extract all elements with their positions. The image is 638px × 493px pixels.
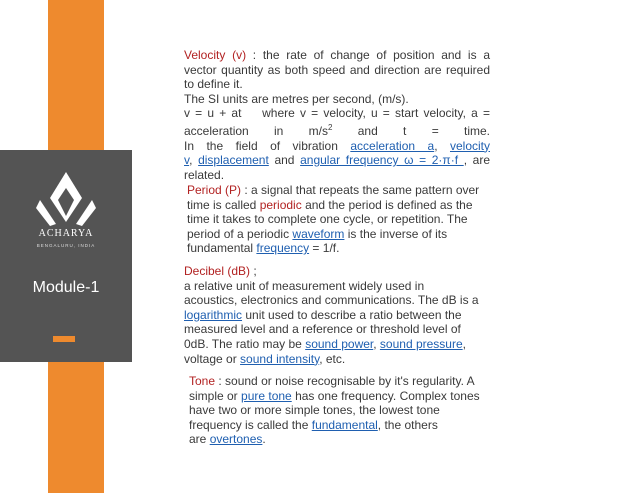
velocity-exponent: 2 [327, 122, 333, 132]
logo-name: ACHARYA [38, 228, 94, 239]
velocity-line2: vector quantity as both speed and direction are required [184, 62, 490, 77]
link-acceleration[interactable]: acceleration a [350, 138, 435, 153]
velocity-line4: The SI units are metres per second, (m/s). [184, 91, 409, 106]
period-line4: period of a periodic [187, 226, 293, 241]
decibel-line6: voltage or [184, 351, 241, 366]
velocity-and: and [268, 153, 301, 168]
velocity-line6b: and t = time. [332, 123, 491, 138]
decibel-semicolon: ; [250, 264, 257, 278]
velocity-line6: acceleration in m/s [184, 123, 328, 138]
period-paragraph [187, 183, 492, 256]
period-line3: time it takes to complete one cycle, or repetition. The [187, 212, 468, 227]
link-sound-power[interactable]: sound power [305, 336, 374, 351]
velocity-line1: : the rate of change of position and is a [252, 48, 490, 62]
period-term: Period (P) [187, 183, 242, 197]
velocity-line3: to define it. [184, 77, 243, 92]
velocity-line5: v = u + at where v = velocity, u = start velocity, a = [184, 106, 490, 121]
decibel-line6b: , etc. [319, 351, 346, 366]
tone-line1: : sound or noise recognisable by it's regularity. A [215, 374, 475, 388]
link-sound-intensity[interactable]: sound intensity [240, 351, 320, 366]
decibel-comma2: , [462, 336, 466, 351]
period-line4b: is the inverse of its [344, 226, 448, 241]
decibel-paragraph [184, 264, 490, 366]
tone-line4: frequency is called the [189, 417, 312, 432]
tone-line4b: , the others [377, 417, 438, 432]
link-fundamental[interactable]: fundamental [311, 417, 378, 432]
tone-paragraph [189, 374, 489, 447]
link-waveform[interactable]: waveform [292, 226, 345, 241]
link-pure-tone[interactable]: pure tone [241, 388, 292, 403]
period-line5b: = 1/f. [309, 241, 340, 256]
velocity-are: , are [463, 153, 491, 168]
velocity-line9: related. [184, 167, 225, 182]
tone-line2: simple or [189, 388, 242, 403]
link-angular-frequency[interactable]: angular frequency ω = 2·π·f [300, 153, 464, 168]
decibel-comma: , [373, 336, 380, 351]
logo-subtitle: BENGALURU, INDIA [36, 243, 96, 248]
periodic-term: periodic [259, 197, 302, 212]
module-label: Module-1 [32, 279, 100, 296]
link-frequency[interactable]: frequency [256, 241, 310, 256]
link-logarithmic[interactable]: logarithmic [184, 307, 243, 322]
tone-line5b: . [262, 432, 266, 447]
decibel-line2: acoustics, electronics and communications. The dB is a [184, 293, 479, 308]
decibel-line1: a relative unit of measurement widely used in [184, 278, 425, 293]
decibel-line5: 0dB. The ratio may be [184, 336, 306, 351]
period-line2b: and the period is defined as the [301, 197, 473, 212]
link-overtones[interactable]: overtones [209, 432, 263, 447]
link-sound-pressure[interactable]: sound pressure [379, 336, 463, 351]
acharya-logo-icon [30, 168, 102, 254]
period-line5: fundamental [187, 241, 257, 256]
tone-line3: have two or more simple tones, the lowest tone [189, 403, 440, 418]
decibel-line4: measured level and a reference or threshold level of [184, 322, 461, 337]
decibel-line3: unit used to describe a ratio between the [242, 307, 462, 322]
period-line1: : a signal that repeats the same pattern over [241, 183, 480, 197]
velocity-term: Velocity (v) [184, 48, 247, 62]
tone-line5: are [189, 432, 210, 447]
link-velocity-b[interactable]: v [184, 153, 190, 168]
tone-line2b: has one frequency. Complex tones [291, 388, 480, 403]
decibel-term: Decibel (dB) [184, 264, 251, 278]
velocity-line7: In the field of vibration [184, 138, 351, 153]
tone-term: Tone [189, 374, 216, 388]
period-line2: time is called [187, 197, 260, 212]
accent-dash [53, 336, 75, 342]
link-displacement[interactable]: displacement [198, 153, 269, 168]
link-velocity-a[interactable]: velocity [449, 138, 490, 153]
velocity-paragraph: Velocity (v) : the rate of change of position and is a vector quantity as both speed and direction are required to define it. The SI units are metres per second, (m/s). v = u + at where v = velocity, u = start velocity, a = acceleration in $m/s^2$ and t = time. In the field of vibration acceleration a, velocity v, displacement and angular frequency ω = 2·π·f , are related. [184, 48, 491, 182]
